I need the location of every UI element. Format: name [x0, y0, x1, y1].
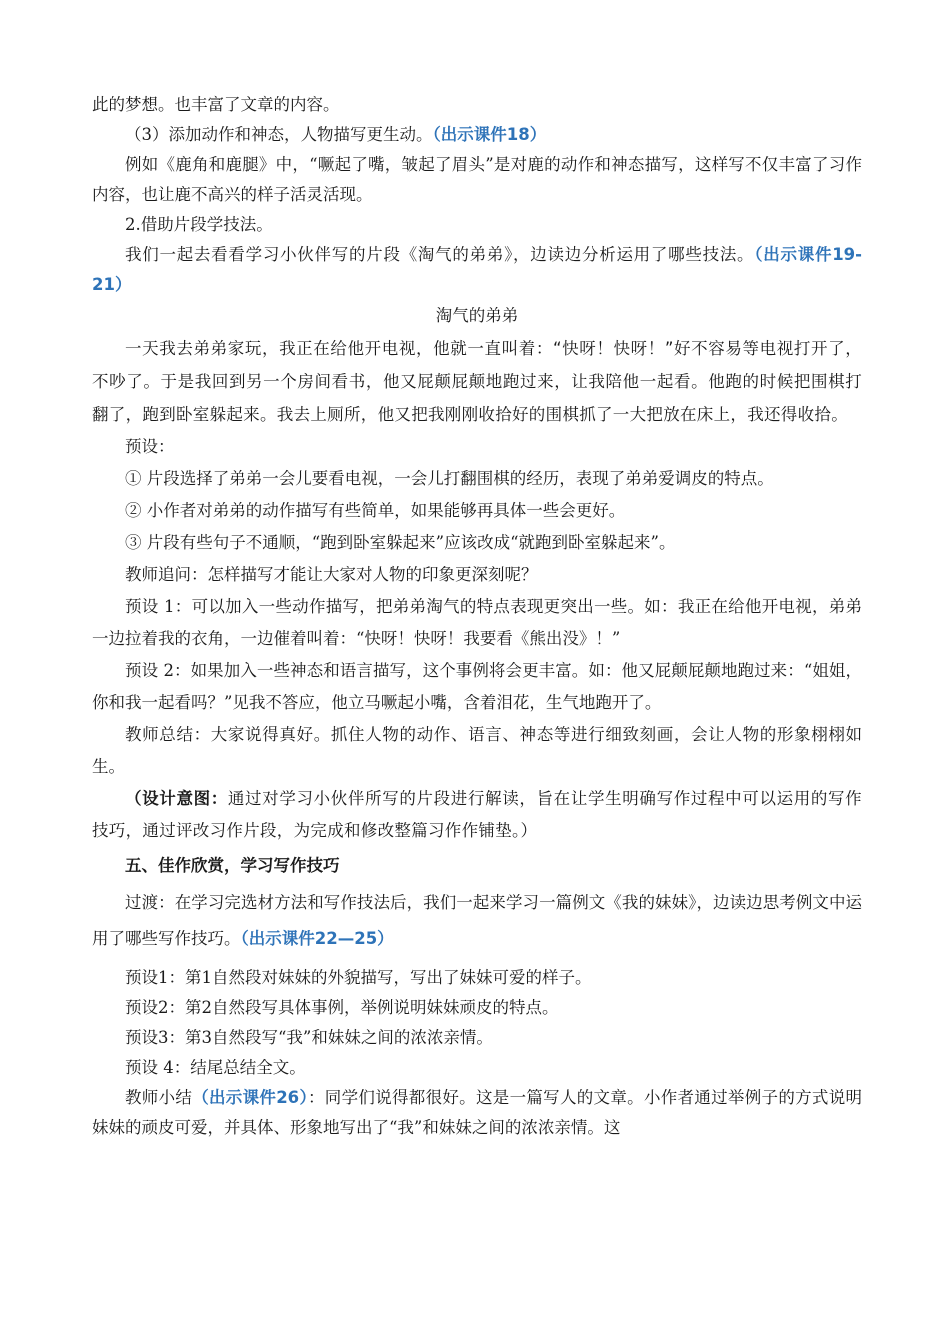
paragraph-text: ：同学们说得都很好。这是一篇写人的文章。小作者通过举例子的方式说明妹妹的顽皮可爱，并具体、形象地写出了“我”和妹妹之间的浓浓亲情。这	[92, 1088, 863, 1137]
design-intent	[92, 783, 862, 847]
sample-title	[92, 300, 862, 332]
paragraph	[92, 655, 862, 719]
paragraph	[92, 90, 862, 120]
paragraph-text: 预设 1：可以加入一些动作描写，把弟弟淘气的特点表现更突出一些。如：我正在给他开电视，弟弟一边拉着我的衣角，一边催着叫着：“快呀！快呀！我要看《熊出没》！”	[92, 597, 862, 648]
slide-reference: （出示课件19-21）	[92, 245, 863, 294]
paragraph	[92, 993, 862, 1023]
design-intent-text: 通过对学习小伙伴所写的片段进行解读，旨在让学生明确写作过程中可以运用的写作技巧，通过评改习作片段，为完成和修改整篇习作作铺垫。）	[92, 789, 862, 840]
paragraph-text: 例如《鹿角和鹿腿》中，“噘起了嘴，皱起了眉头”是对鹿的动作和神态描写，这样写不仅丰富了习作内容，也让鹿不高兴的样子活灵活现。	[92, 155, 862, 204]
paragraph-text: （3）添加动作和神态，人物描写更生动。	[125, 125, 433, 144]
paragraph-text: 预设2：第2自然段写具体事例，举例说明妹妹顽皮的特点。	[125, 998, 559, 1017]
paragraph-text: 过渡：在学习完选材方法和写作技法后，我们一起来学习一篇例文《我的妹妹》，边读边思考例文中运用了哪些写作技巧。	[92, 893, 862, 948]
paragraph	[92, 120, 862, 150]
paragraph-text: 教师小结	[125, 1088, 193, 1107]
section-heading	[92, 847, 862, 885]
sample-body-text: 一天我去弟弟家玩，我正在给他开电视，他就一直叫着：“快呀！快呀！”好不容易等电视打开了，不吵了。于是我回到另一个房间看书，他又屁颠屁颠地跑过来，让我陪他一起看。他跑的时候把围棋打翻了，跑到卧室躲起来。我去上厕所，他又把我刚刚收拾好的围棋抓了一大把放在床上，我还得收拾。	[92, 339, 862, 424]
sample-body	[92, 332, 862, 431]
design-intent-label: （设计意图：	[125, 789, 228, 808]
slide-reference: （出示课件26）	[192, 1088, 308, 1107]
paragraph-text: 预设：	[125, 437, 175, 456]
paragraph	[92, 495, 862, 527]
paragraph-text: 预设 2：如果加入一些神态和语言描写，这个事例将会更丰富。如：他又屁颠屁颠地跑过来：“姐姐，你和我一起看吗？”见我不答应，他立马噘起小嘴，含着泪花，生气地跑开了。	[92, 661, 862, 712]
section-heading-text: 五、佳作欣赏，学习写作技巧	[125, 856, 340, 875]
document-page	[92, 90, 862, 1143]
paragraph	[92, 1083, 862, 1143]
paragraph-text: 此的梦想。也丰富了文章的内容。	[92, 95, 340, 114]
paragraph	[92, 431, 862, 463]
paragraph	[92, 591, 862, 655]
slide-reference: （出示课件18）	[432, 125, 547, 144]
paragraph-text: 2.借助片段学技法。	[125, 215, 273, 234]
sample-title-text: 淘气的弟弟	[435, 306, 519, 325]
paragraph-text: ③ 片段有些句子不通顺，“跑到卧室躲起来”应该改成“就跑到卧室躲起来”。	[125, 533, 676, 552]
paragraph-text: 预设1：第1自然段对妹妹的外貌描写，写出了妹妹可爱的样子。	[125, 968, 592, 987]
paragraph-text: 预设 4：结尾总结全文。	[125, 1058, 306, 1077]
paragraph-text: 我们一起去看看学习小伙伴写的片段《淘气的弟弟》，边读边分析运用了哪些技法。	[125, 245, 755, 264]
paragraph-text: 预设3：第3自然段写“我”和妹妹之间的浓浓亲情。	[125, 1028, 493, 1047]
paragraph	[92, 559, 862, 591]
paragraph-text: ① 片段选择了弟弟一会儿要看电视，一会儿打翻围棋的经历，表现了弟弟爱调皮的特点。	[125, 469, 774, 488]
paragraph-text: 教师总结：大家说得真好。抓住人物的动作、语言、神态等进行细致刻画，会让人物的形象栩栩如生。	[92, 725, 862, 776]
paragraph	[92, 963, 862, 993]
paragraph	[92, 527, 862, 559]
paragraph	[92, 885, 862, 957]
paragraph	[92, 1023, 862, 1053]
paragraph	[92, 719, 862, 783]
paragraph-text: 教师追问：怎样描写才能让大家对人物的印象更深刻呢？	[125, 565, 538, 584]
slide-reference: （出示课件22—25）	[240, 929, 394, 948]
paragraph	[92, 463, 862, 495]
paragraph	[92, 150, 862, 210]
paragraph-text: ② 小作者对弟弟的动作描写有些简单，如果能够再具体一些会更好。	[125, 501, 626, 520]
paragraph	[92, 240, 862, 300]
paragraph	[92, 1053, 862, 1083]
paragraph	[92, 210, 862, 240]
